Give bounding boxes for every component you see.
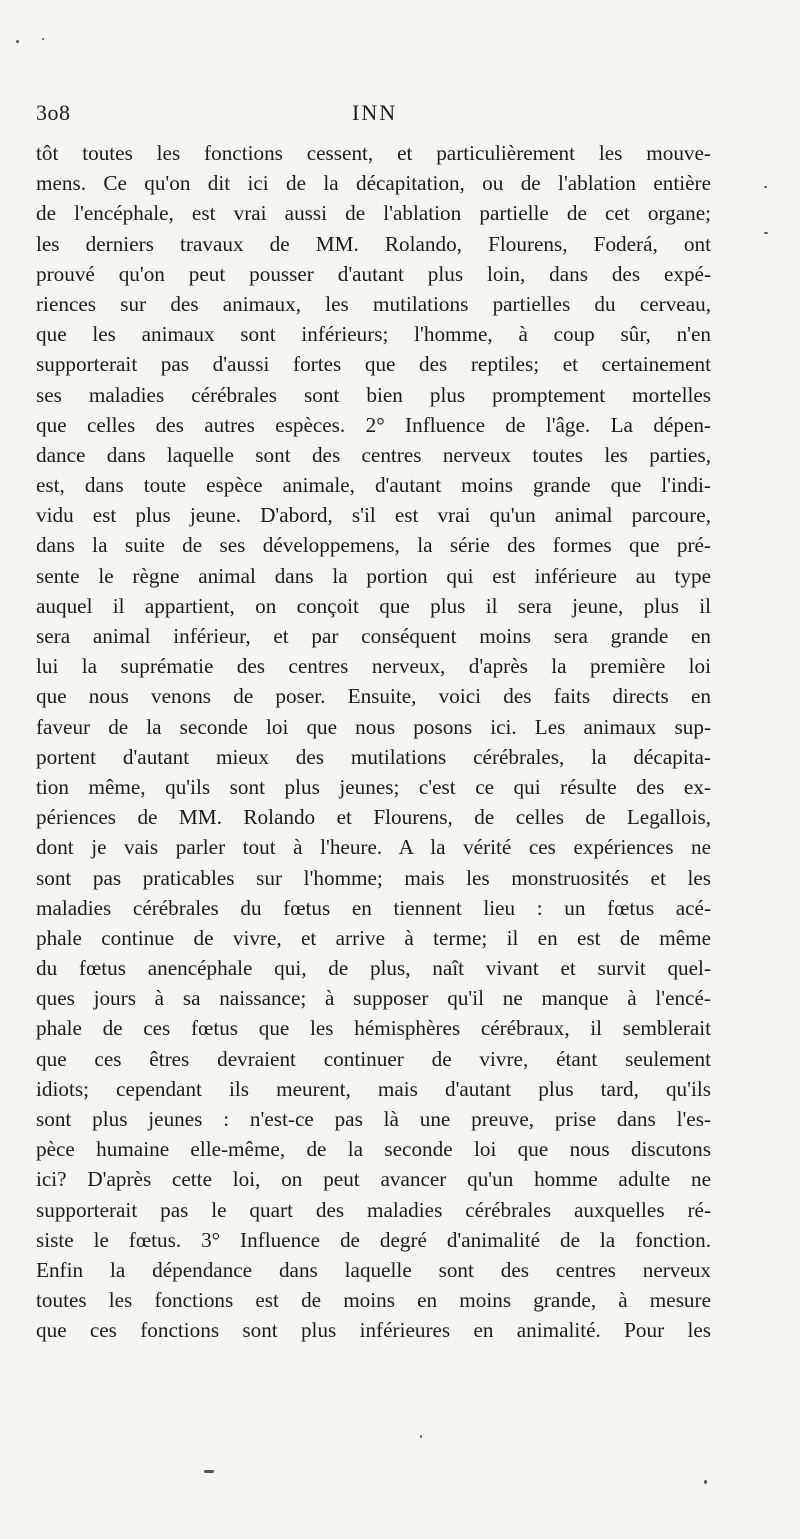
text-line: les derniers travaux de MM. Rolando, Flourens, Foderá, ont — [36, 231, 711, 256]
scan-speck — [704, 1480, 707, 1484]
text-line: riences sur des animaux, les mutilations partielles du cerveau, — [36, 291, 711, 316]
scan-speck — [420, 1435, 422, 1438]
text-line: tôt toutes les fonctions cessent, et particulièrement les mouve- — [36, 141, 711, 165]
text-line: du fœtus anencéphale qui, de plus, naît vivant et survit quel- — [36, 956, 711, 981]
text-line: sont pas praticables sur l'homme; mais les monstruosités et les — [36, 865, 711, 890]
text-line: que celles des autres espèces. 2° Influence de l'âge. La dépen- — [36, 412, 711, 437]
text-line: portent d'autant mieux des mutilations cérébrales, la décapita- — [36, 744, 711, 769]
text-line: ici? D'après cette loi, on peut avancer qu'un homme adulte ne — [36, 1167, 711, 1192]
text-line: supporterait pas d'aussi fortes que des reptiles; et certainement — [36, 352, 711, 377]
text-line: que nous venons de poser. Ensuite, voici des faits directs en — [36, 684, 711, 709]
running-head-title: INN — [352, 100, 398, 125]
text-line: que ces fonctions sont plus inférieures en animalité. Pour les — [36, 1318, 711, 1343]
text-line: dans la suite de ses développemens, la série des formes que pré- — [36, 533, 711, 558]
scan-speck — [16, 40, 19, 43]
scan-speck — [42, 38, 44, 40]
text-line: est, dans toute espèce animale, d'autant moins grande que l'indi- — [36, 473, 711, 498]
text-line: sente le règne animal dans la portion qui est inférieure au type — [36, 563, 711, 588]
text-line: idiots; cependant ils meurent, mais d'autant plus tard, qu'ils — [36, 1076, 711, 1101]
text-line: phale continue de vivre, et arrive à terme; il en est de même — [36, 925, 711, 950]
page-number: 3o8 — [36, 100, 71, 125]
text-line: lui la suprématie des centres nerveux, d'après la première loi — [36, 654, 711, 679]
text-line: sont plus jeunes : n'est-ce pas là une preuve, prise dans l'es- — [36, 1107, 711, 1131]
text-line: vidu est plus jeune. D'abord, s'il est vrai qu'un animal parcoure, — [36, 503, 711, 528]
running-head — [36, 100, 711, 134]
text-line: maladies cérébrales du fœtus en tiennent lieu : un fœtus acé- — [36, 895, 711, 920]
text-line: de l'encéphale, est vrai aussi de l'ablation partielle de cet organe; — [36, 201, 711, 226]
text-line: Enfin la dépendance dans laquelle sont des centres nerveux — [36, 1257, 711, 1282]
text-line: dont je vais parler tout à l'heure. A la vérité ces expériences ne — [36, 835, 711, 860]
scan-speck — [204, 1470, 214, 1473]
text-line: dance dans laquelle sont des centres nerveux toutes les parties, — [36, 442, 711, 467]
text-line: prouvé qu'on peut pousser d'autant plus loin, dans des expé- — [36, 261, 711, 286]
text-line: supporterait pas le quart des maladies cérébrales auxquelles ré- — [36, 1197, 711, 1222]
scan-speck — [764, 186, 767, 188]
text-line: faveur de la seconde loi que nous posons ici. Les animaux sup- — [36, 714, 711, 739]
body-text — [36, 138, 711, 1346]
text-line: sera animal inférieur, et par conséquent moins sera grande en — [36, 624, 711, 648]
text-line: mens. Ce qu'on dit ici de la décapitation, ou de l'ablation entière — [36, 171, 711, 196]
text-line: siste le fœtus. 3° Influence de degré d'animalité de la fonction. — [36, 1227, 711, 1252]
text-line: que ces êtres devraient continuer de vivre, étant seulement — [36, 1046, 711, 1071]
text-line: ses maladies cérébrales sont bien plus promptement mortelles — [36, 382, 711, 407]
text-line: toutes les fonctions est de moins en moins grande, à mesure — [36, 1288, 711, 1313]
text-line: auquel il appartient, on conçoit que plus il sera jeune, plus il — [36, 593, 711, 618]
scan-speck — [764, 232, 768, 234]
text-line: phale de ces fœtus que les hémisphères cérébraux, il semblerait — [36, 1016, 711, 1041]
text-line: périences de MM. Rolando et Flourens, de celles de Legallois, — [36, 805, 711, 830]
text-line: que les animaux sont inférieurs; l'homme, à coup sûr, n'en — [36, 322, 711, 347]
text-line: pèce humaine elle-même, de la seconde loi que nous discutons — [36, 1137, 711, 1162]
text-line: tion même, qu'ils sont plus jeunes; c'est ce qui résulte des ex- — [36, 774, 711, 799]
text-line: ques jours à sa naissance; à supposer qu'il ne manque à l'encé- — [36, 986, 711, 1011]
